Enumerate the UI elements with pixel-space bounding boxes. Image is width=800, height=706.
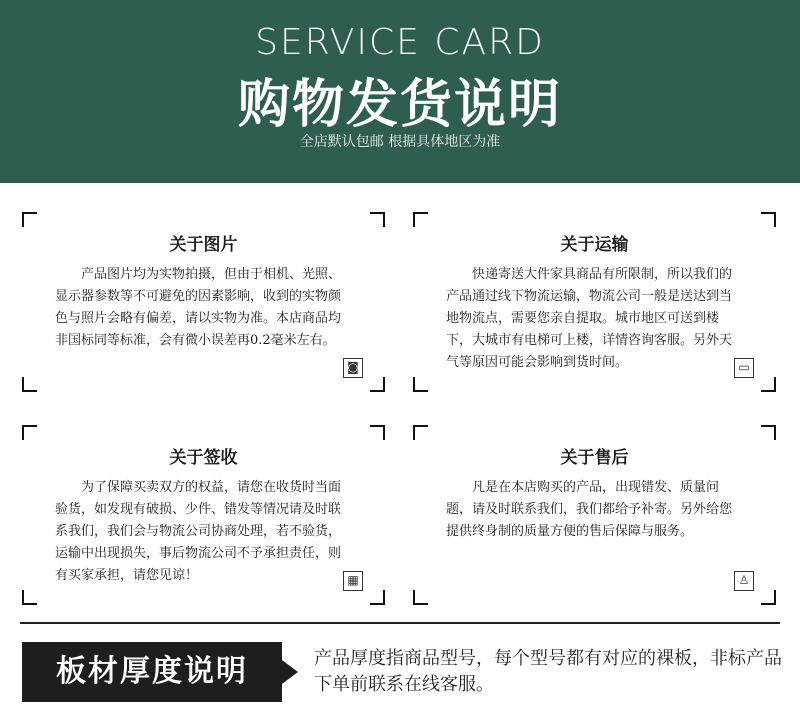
corner-bracket <box>413 590 428 605</box>
card-body: 为了保障买卖双方的权益，请您在收货时当面验货，如发现有破损、少件、错发等情况请及时联系我们，我们会与物流公司协商处理，若不验货，运输中出现损失，事后物流公司不予承担责任，则有买家承担，请您见谅！ <box>55 480 342 583</box>
corner-bracket <box>413 425 428 440</box>
camera-icon: ◙ <box>343 358 363 378</box>
corner-bracket <box>761 377 776 392</box>
calendar-icon: ▦ <box>343 571 363 591</box>
corner-bracket <box>370 212 385 227</box>
truck-icon: ▭ <box>734 358 754 378</box>
corner-bracket <box>761 425 776 440</box>
corner-bracket <box>413 212 428 227</box>
corner-bracket <box>761 590 776 605</box>
card-pictures <box>22 212 385 392</box>
card-body: 快递寄送大件家具商品有所限制，所以我们的产品通过线下物流运输，物流公司一般是送达到当地物流点，需要您亲自提取。城市地区可送到楼下，大城市有电梯可上楼，详情咨询客服。另外天气等原因可能会影响到货时间。 <box>446 267 733 370</box>
card-title: 关于运输 <box>560 235 629 255</box>
card-title: 关于签收 <box>169 448 238 468</box>
corner-bracket <box>22 212 37 227</box>
board-thickness-text: 产品厚度指商品型号，每个型号都有对应的裸板，非标产品下单前联系在线客服。 <box>314 648 782 695</box>
corner-bracket <box>22 590 37 605</box>
corner-bracket <box>22 425 37 440</box>
corner-bracket <box>370 590 385 605</box>
shipping-instructions-title: 购物发货说明 <box>237 74 562 135</box>
person-icon: ♙ <box>734 571 754 591</box>
corner-bracket <box>413 377 428 392</box>
pointer-arrow <box>282 660 298 684</box>
card-after-sales <box>413 425 776 605</box>
corner-bracket <box>370 425 385 440</box>
service-card-title: SERVICE CARD <box>255 22 545 63</box>
card-body: 凡是在本店购买的产品，出现错发、质量问题，请及时联系我们，我们都给予补寄。另外给您提供终身制的质量方便的售后保障与服务。 <box>446 480 733 539</box>
header-subtitle: 全店默认包邮 根据具体地区为准 <box>299 134 501 150</box>
corner-bracket <box>370 377 385 392</box>
card-signing <box>22 425 385 605</box>
divider <box>20 622 780 624</box>
card-title: 关于图片 <box>169 235 238 255</box>
corner-bracket <box>761 212 776 227</box>
card-title: 关于售后 <box>560 448 629 468</box>
header-banner <box>0 0 800 183</box>
corner-bracket <box>22 377 37 392</box>
card-body: 产品图片均为实物拍摄，但由于相机、光照、显示器参数等不可避免的因素影响，收到的实物颜色与照片会略有偏差，请以实物为准。本店商品均非国标同等标准，会有微小误差再0.2毫米左右。 <box>55 267 342 348</box>
board-thickness-label: 板材厚度说明 <box>22 642 282 702</box>
card-shipping <box>413 212 776 392</box>
